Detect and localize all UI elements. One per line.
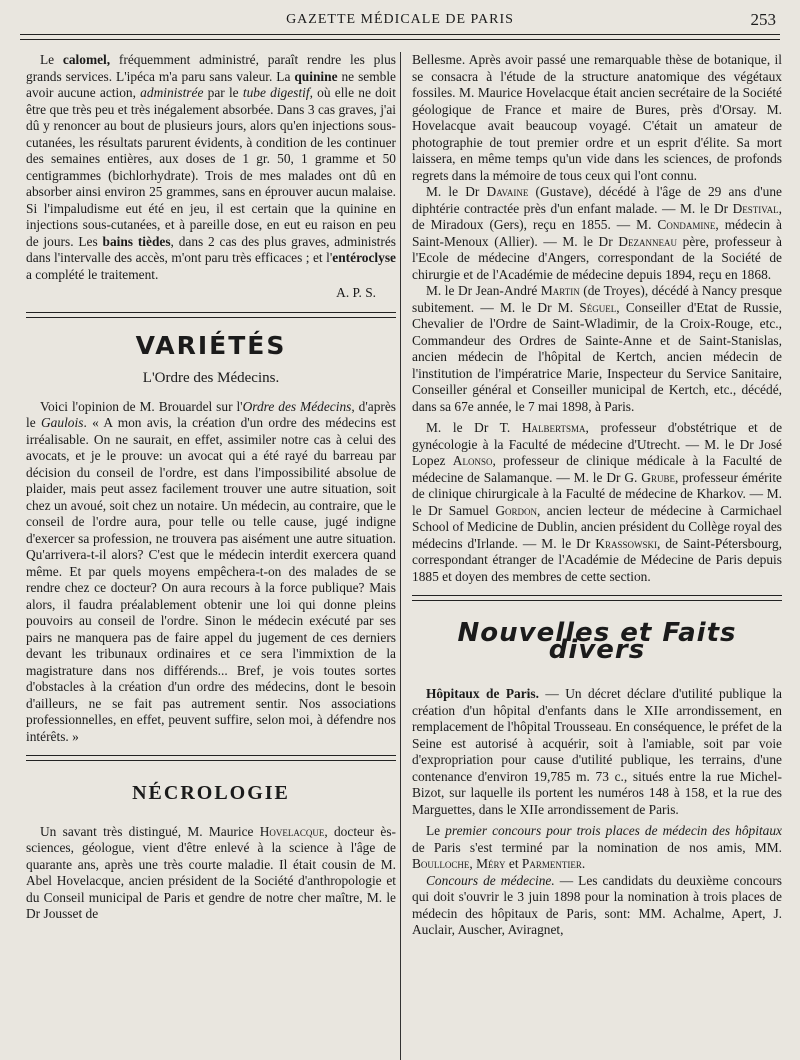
obituary-paragraph-1: M. le Dr Davaine (Gustave), décédé à l'âge de 29 ans d'une diphtérie contractée près d'un enfant malade. — M. le Dr Destival, de Miradoux (Gers), reçu en 1855. — M. Condamine, médecin à Saint-Menoux (Allier). — M. le Dr Dezanneau père, professeur à l'Ecole de médecine d'Angers, correspondant de la Société de chirurgie et de l'Académie de médecine depuis 1894, reçu en 1868. bbox=[412, 184, 782, 282]
ordre-medecins-heading: L'Ordre des Médecins. bbox=[142, 370, 280, 386]
necrologie-paragraph: Un savant très distingué, M. Maurice Hovelacque, docteur ès-sciences, géologue, vient d'être enlevé à la science à l'âge de quarante ans, après une très courte maladie. Il était cousin de M. Abel Hovelacque, ancien président de la Société d'anthropologie et du Conseil municipal de Paris et gendre de notre cher maître, M. le Dr Jousset de bbox=[26, 823, 396, 921]
treatment-paragraph: Le calomel, fréquemment administré, paraît rendre les plus grands services. L'ipéca m'a paru sans valeur. La quinine ne semble avoir aucune action, administrée par le tube digestif, où elle ne doit être que très peu et très inégalement absorbée. Dans 3 cas graves, j'ai dû y renoncer au bout de plusieurs jours, alors qu'en injections sous-cutanées, les résultats parurent évidents, à condition de les continuer des semaines entières, aux doses de 1 gr. 50, 1 gramme et 50 centigrammes (bichlorhydrate). Trois de mes malades ont dû en absorber ainsi environ 25 grammes, sans en éprouver aucun malaise. Si l'impaludisme eut été en jeu, il est certain que la quinine en injections sous-cutanées, et à pareille dose, en eut eu raison en peu de jours. Les bains tièdes, dans 2 cas des plus graves, administrés dans l'intervalle des accès, m'ont paru très efficaces ; et l'entéroclyse a complété le traitement. bbox=[26, 52, 396, 282]
column-divider bbox=[400, 52, 401, 1060]
section-rule bbox=[26, 312, 396, 318]
page-header bbox=[20, 8, 780, 32]
obituary-paragraph-3: M. le Dr T. Halbertsma, professeur d'obstétrique et de gynécologie à la Faculté de médecine d'Utrecht. — M. le Dr José Lopez Alonso, professeur de clinique médicale à la Faculté de médecine de Salamanque. — M. le Dr G. Grube, professeur émérite de clinique chirurgicale à la Faculté de médecine de Kharkov. — M. le Dr Samuel Gordon, ancien lecteur de médecine à Carmichael School of Medicine de Dublin, ancien président du Collège royal des médecins d'Irlande. — M. le Dr Krassowski, de Saint-Pétersbourg, correspondant étranger de l'Académie de Médecine de Paris depuis 1885 et doyen des membres de cette section. bbox=[412, 420, 782, 584]
article-signature: A. P. S. bbox=[336, 285, 376, 300]
obituary-paragraph-2: M. le Dr Jean-André Martin (de Troyes), décédé à Nancy presque subitement. — M. le Dr M. Séguel, Conseiller d'Etat de Russie, Chevalier de l'Ordre de Saint-Wladimir, de la Croix-Rouge, etc., Commandeur des Ordres de Sainte-Anne et de Saint-Stanislas, ancien médecin de l'hôpital de Kertch, ancien médecin de l'institution de l'impératrice Marie, Inspecteur du Service Sanitaire, Conseiller général et Conseiller municipal de Kertch, etc., décédé, dans sa 67e année, le 7 mai 1898, à Paris. bbox=[412, 283, 782, 414]
page-number: 253 bbox=[750, 10, 776, 29]
hopitaux-paragraph: Hôpitaux de Paris. — Un décret déclare d'utilité publique la création d'un hôpital d'enfants dans le XIIe arrondissement, en remplacement de l'hôpital Trousseau. En conséquence, le préfet de la Seine est autorisé à acquérir, soit à l'amiable, soit par voie d'expropriation pour cause d'utilité publique, les terrains, d'une contenance d'environ 19,785 m. 73 c., situés entre la rue Michel-Bizot, sur laquelle ils portent les numéros 148 à 158, et la rue des Marguettes, dans le XIIe arrondissement de Paris. bbox=[412, 686, 782, 817]
header-rule bbox=[20, 34, 780, 40]
nouvelles-heading: Nouvelles et Faits divers bbox=[457, 618, 737, 665]
journal-title: GAZETTE MÉDICALE DE PARIS bbox=[286, 12, 514, 27]
varietes-heading: VARIÉTÉS bbox=[135, 330, 287, 360]
ordre-paragraph: Voici l'opinion de M. Brouardel sur l'Ordre des Médecins, d'après le Gaulois. « A mon avis, la création d'un ordre des médecins est irréalisable. On ne saurait, en effet, assimiler notre cas à celui des avocats, et je le prouve: un avocat qui a été rayé du barreau par décision du conseil de l'ordre, est dans l'impossibilité absolue de plaider, mais peut assez facilement trouver une autre situation, soit chez un avoué, soit chez un notaire. Un médecin, au contraire, que le conseil de l'ordre aura, pour telle ou telle cause, jugé indigne d'exercer sa profession, ne trouvera pas aisément une autre situation. Qu'arrivera-t-il alors? C'est que le médecin interdit exercera quand même. Et par quels moyens empêchera-t-on des malades de se rendre chez ce docteur? On aura recours à la force publique? Mais alors, il faudra préalablement obtenir une loi qui donne pleins pouvoirs au conseil de l'ordre. Sinon le médecin exécuté par ses pairs ne manquera pas de faire appel du jugement de ces derniers devant les tribunaux ordinaires et ce sera l'immixtion de la magistrature dans nos différends... Bref, je vois toutes sortes d'obstacles à la création d'un ordre des médecins, dont le besoin d'ailleurs, ne se fait pas autrement sentir. Nos associations professionnelles, en effet, peuvent suffire, selon moi, à défendre nos intérêts. » bbox=[26, 398, 396, 744]
concours-medecine-paragraph: Concours de médecine. — Les candidats du deuxième concours qui doit s'ouvrir le 3 juin 1898 pour la nomination à trois places de médecin des hôpitaux de Paris, sont: MM. Achalme, Apert, J. Auclair, Auscher, Aviragnet, bbox=[412, 872, 782, 937]
concours-paragraph: Le premier concours pour trois places de médecin des hôpitaux de Paris s'est terminé par la nomination de nos amis, MM. Boulloche, Méry et Parmentier. bbox=[412, 823, 782, 871]
necrologie-heading: NÉCROLOGIE bbox=[132, 782, 290, 804]
hovelacque-paragraph: Bellesme. Après avoir passé une remarquable thèse de botanique, il se consacra à l'étude de la structure anatomique des végétaux fossiles. M. Maurice Hovelacque était ancien secrétaire de la Société géologique de France et maire de Bures, près d'Orsay. M. Hovelacque avait beaucoup voyagé. C'était un amateur de photographie de tout premier ordre et un esprit d'élite. Sa mort laissera, en même temps qu'un vide dans les sciences, de profonds regrets dans la mémoire de tous ceux qui l'ont connu. bbox=[412, 52, 782, 183]
left-column bbox=[26, 52, 396, 1060]
section-rule bbox=[26, 755, 396, 761]
right-column bbox=[412, 52, 782, 1060]
section-rule bbox=[412, 595, 782, 601]
